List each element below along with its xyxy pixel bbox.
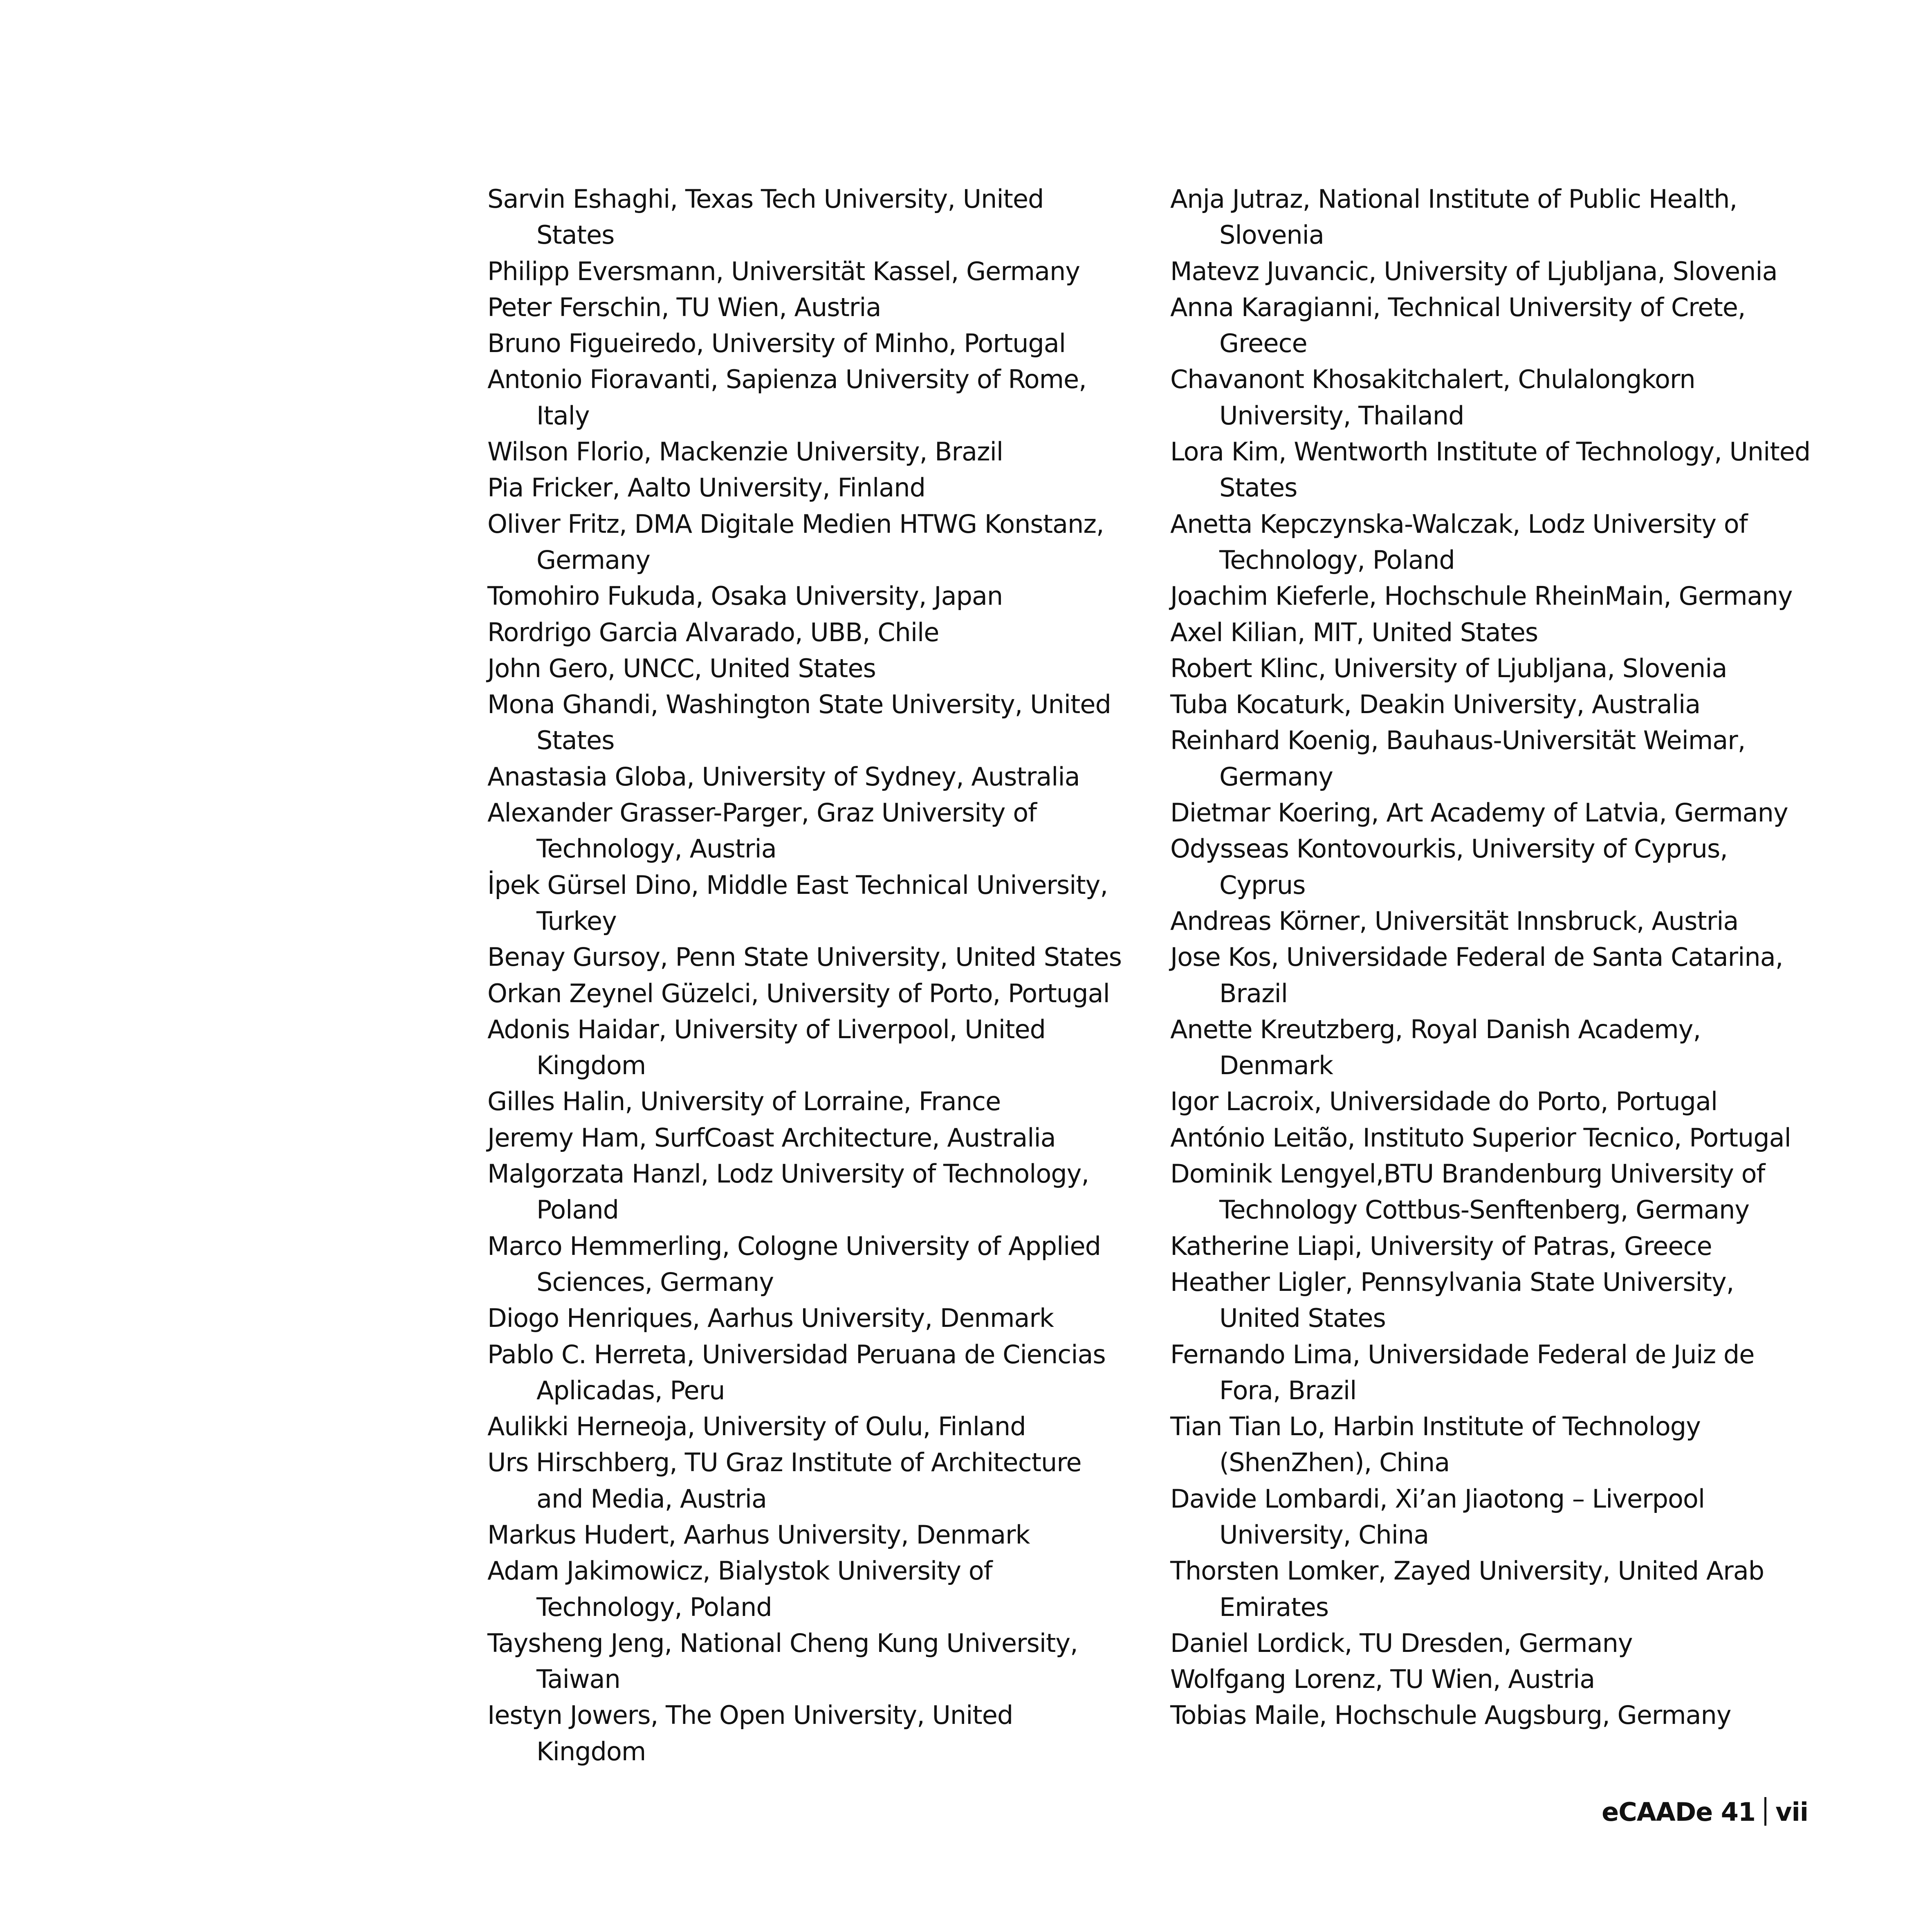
reviewer-entry: Markus Hudert, Aarhus University, Denmark <box>487 1519 1030 1550</box>
reviewer-entry: Tomohiro Fukuda, Osaka University, Japan <box>487 581 1003 611</box>
reviewer-entry: Robert Klinc, University of Ljubljana, Slovenia <box>1170 653 1727 683</box>
reviewer-entry: Davide Lombardi, Xi’an Jiaotong – Liverpool University, China <box>1170 1483 1705 1550</box>
reviewer-entry: Iestyn Jowers, The Open University, United Kingdom <box>487 1700 1013 1766</box>
reviewer-list-left-column <box>487 181 1125 1770</box>
reviewer-entry: Jose Kos, Universidade Federal de Santa Catarina, Brazil <box>1170 942 1783 1008</box>
reviewer-entry: Fernando Lima, Universidade Federal de Juiz de Fora, Brazil <box>1170 1339 1755 1405</box>
reviewer-entry: Mona Ghandi, Washington State University, United States <box>487 689 1111 756</box>
reviewer-entry: Thorsten Lomker, Zayed University, United Arab Emirates <box>1170 1556 1764 1622</box>
reviewer-entry: Daniel Lordick, TU Dresden, Germany <box>1170 1628 1633 1658</box>
reviewer-entry: Philipp Eversmann, Universität Kassel, Germany <box>487 256 1080 286</box>
reviewer-entry: Taysheng Jeng, National Cheng Kung University, Taiwan <box>487 1628 1078 1694</box>
reviewer-entry: Sarvin Eshaghi, Texas Tech University, United States <box>487 184 1044 250</box>
reviewer-list-right-column <box>1170 181 1816 1734</box>
reviewer-entry: Dietmar Koering, Art Academy of Latvia, Germany <box>1170 798 1788 828</box>
reviewer-entry: Matevz Juvancic, University of Ljubljana, Slovenia <box>1170 256 1777 286</box>
reviewer-entry: Alexander Grasser-Parger, Graz University of Technology, Austria <box>487 798 1037 864</box>
reviewer-entry: Andreas Körner, Universität Innsbruck, Austria <box>1170 906 1739 936</box>
reviewer-entry: Axel Kilian, MIT, United States <box>1170 617 1538 647</box>
reviewer-entry: Lora Kim, Wentworth Institute of Technology, United States <box>1170 437 1811 503</box>
page-footer <box>1602 1794 1808 1830</box>
reviewer-entry: Pablo C. Herreta, Universidad Peruana de Ciencias Aplicadas, Peru <box>487 1339 1106 1405</box>
footer-divider <box>1764 1797 1766 1826</box>
reviewer-entry: Tobias Maile, Hochschule Augsburg, Germany <box>1170 1700 1731 1730</box>
reviewer-entry: Katherine Liapi, University of Patras, Greece <box>1170 1231 1712 1261</box>
reviewer-entry: Diogo Henriques, Aarhus University, Denmark <box>487 1303 1054 1333</box>
reviewer-entry: Dominik Lengyel,BTU Brandenburg University of Technology Cottbus-Senftenberg, Germany <box>1170 1159 1765 1225</box>
reviewer-entry: Igor Lacroix, Universidade do Porto, Portugal <box>1170 1086 1718 1117</box>
reviewer-entry: Urs Hirschberg, TU Graz Institute of Architecture and Media, Austria <box>487 1447 1082 1514</box>
conference-name: eCAADe 41 <box>1602 1797 1756 1827</box>
reviewer-entry: Orkan Zeynel Güzelci, University of Porto, Portugal <box>487 978 1110 1008</box>
reviewer-entry: Heather Ligler, Pennsylvania State University, United States <box>1170 1267 1734 1333</box>
reviewer-entry: Wilson Florio, Mackenzie University, Brazil <box>487 437 1003 467</box>
reviewer-entry: İpek Gürsel Dino, Middle East Technical University, Turkey <box>487 870 1108 936</box>
page-number: vii <box>1775 1797 1808 1827</box>
reviewer-entry: Oliver Fritz, DMA Digitale Medien HTWG Konstanz, Germany <box>487 509 1104 575</box>
reviewer-entry: John Gero, UNCC, United States <box>487 653 876 683</box>
reviewer-entry: Reinhard Koenig, Bauhaus-Universität Weimar, Germany <box>1170 725 1746 792</box>
reviewer-entry: Adonis Haidar, University of Liverpool, United Kingdom <box>487 1014 1046 1081</box>
reviewer-entry: António Leitão, Instituto Superior Tecnico, Portugal <box>1170 1122 1791 1153</box>
reviewer-entry: Anette Kreutzberg, Royal Danish Academy, Denmark <box>1170 1014 1701 1081</box>
reviewer-entry: Jeremy Ham, SurfCoast Architecture, Australia <box>487 1122 1056 1153</box>
reviewer-entry: Anja Jutraz, National Institute of Public Health, Slovenia <box>1170 184 1737 250</box>
reviewer-entry: Benay Gursoy, Penn State University, United States <box>487 942 1122 972</box>
reviewer-entry: Adam Jakimowicz, Bialystok University of Technology, Poland <box>487 1556 992 1622</box>
reviewer-entry: Anastasia Globa, University of Sydney, Australia <box>487 761 1080 792</box>
reviewer-entry: Odysseas Kontovourkis, University of Cyprus, Cyprus <box>1170 834 1728 900</box>
reviewer-entry: Malgorzata Hanzl, Lodz University of Technology, Poland <box>487 1159 1089 1225</box>
reviewer-entry: Anetta Kepczynska-Walczak, Lodz University of Technology, Poland <box>1170 509 1748 575</box>
reviewer-entry: Wolfgang Lorenz, TU Wien, Austria <box>1170 1664 1595 1694</box>
reviewer-entry: Antonio Fioravanti, Sapienza University of Rome, Italy <box>487 364 1086 431</box>
reviewer-entry: Aulikki Herneoja, University of Oulu, Finland <box>487 1411 1026 1442</box>
reviewer-entry: Chavanont Khosakitchalert, Chulalongkorn University, Thailand <box>1170 364 1695 431</box>
reviewer-entry: Tian Tian Lo, Harbin Institute of Technology (ShenZhen), China <box>1170 1411 1701 1478</box>
reviewer-entry: Pia Fricker, Aalto University, Finland <box>487 473 925 503</box>
reviewer-entry: Marco Hemmerling, Cologne University of Applied Sciences, Germany <box>487 1231 1101 1297</box>
reviewer-entry: Peter Ferschin, TU Wien, Austria <box>487 292 881 322</box>
reviewer-entry: Rordrigo Garcia Alvarado, UBB, Chile <box>487 617 939 647</box>
reviewer-entry: Joachim Kieferle, Hochschule RheinMain, Germany <box>1170 581 1793 611</box>
reviewer-entry: Tuba Kocaturk, Deakin University, Australia <box>1170 689 1701 720</box>
reviewer-entry: Anna Karagianni, Technical University of Crete, Greece <box>1170 292 1746 359</box>
reviewer-entry: Bruno Figueiredo, University of Minho, Portugal <box>487 328 1066 359</box>
reviewer-entry: Gilles Halin, University of Lorraine, France <box>487 1086 1001 1117</box>
